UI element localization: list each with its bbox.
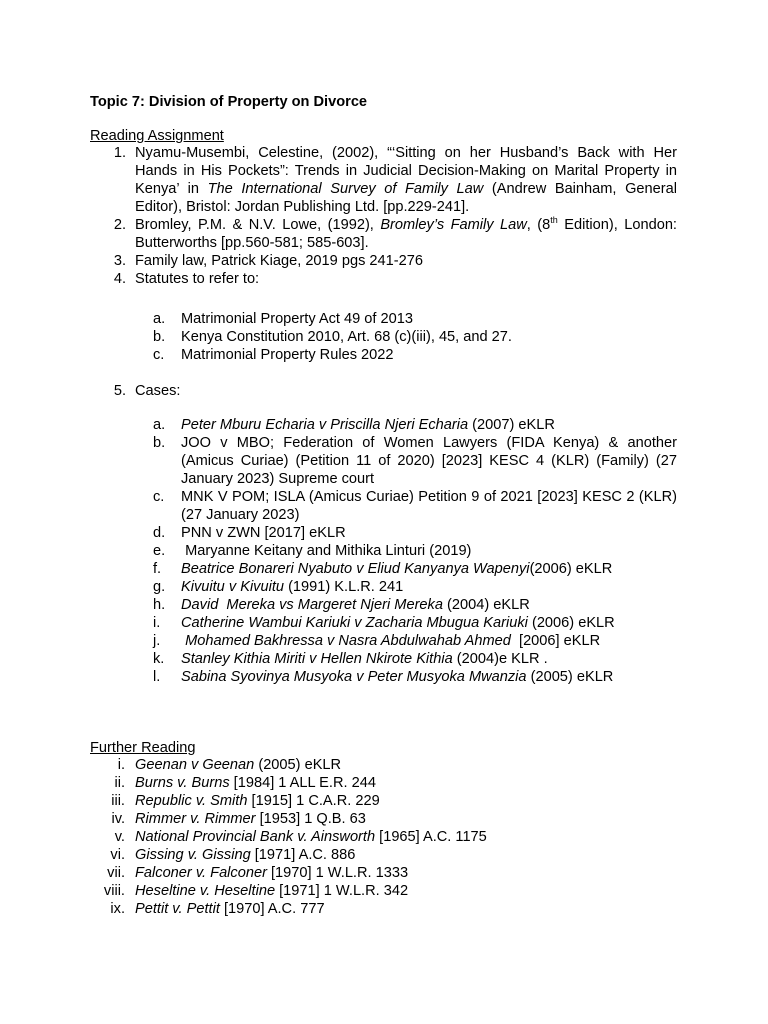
list-item-text — [181, 489, 681, 523]
italic-case-name: Mohamed Bakhressa v Nasra Abdulwahab Ahmed — [181, 633, 511, 649]
text-run: [1984] 1 ALL E.R. 244 — [229, 775, 376, 791]
text-run: [1970] A.C. 777 — [219, 901, 325, 917]
list-item-text — [181, 417, 555, 433]
list-item-text — [181, 561, 612, 577]
further-item — [111, 792, 677, 810]
italic-case-name: Republic v. Smith — [135, 793, 248, 809]
list-marker: viii. — [103, 883, 125, 899]
list-marker: b. — [153, 329, 166, 345]
text-run: Nyamu-Musembi, Celestine, (2002), “‘Sitting on her Husband’s Back with Her Hands in His Pockets”: Trends in Judicial Decision-Making on Marital Property in Kenya’ in — [135, 145, 682, 197]
list-item-text — [181, 669, 613, 685]
text-run: (2007) eKLR — [468, 417, 555, 433]
cases-item — [153, 578, 677, 596]
italic-case-name: Beatrice Bonareri Nyabuto v Eliud Kanyanya Wapenyi — [181, 561, 530, 577]
list-item-text — [135, 793, 380, 809]
list-marker: 2. — [113, 217, 126, 233]
list-item-text — [135, 901, 325, 917]
cases-item — [153, 614, 677, 632]
list-marker: iii. — [111, 793, 125, 809]
text-run: JOO v MBO; Federation of Women Lawyers (FIDA Kenya) & another (Amicus Curiae) (Petition 11 of 2020) [2023] KESC 4 (KLR) (Family) (27 January 2023) Supreme court — [181, 435, 682, 487]
text-run: [1970] 1 W.L.R. 1333 — [266, 865, 409, 881]
reading-item — [113, 215, 682, 252]
list-item-text — [181, 435, 681, 487]
text-run: (2004) eKLR — [442, 597, 530, 613]
text-run: Family law, Patrick Kiage, 2019 pgs 241-276 — [135, 253, 423, 269]
text-run: [1971] 1 W.L.R. 342 — [275, 883, 409, 899]
list-marker: vii. — [107, 865, 125, 881]
text-run: [1915] 1 C.A.R. 229 — [247, 793, 380, 809]
reading-item — [113, 252, 677, 270]
text-run: [1953] 1 Q.B. 63 — [255, 811, 366, 827]
text-run: Edition), London: Butterworths [pp.560-581; 585-603]. — [135, 217, 682, 251]
list-marker: g. — [153, 579, 166, 595]
text-run: [2006] eKLR — [510, 633, 601, 649]
list-marker: 1. — [113, 145, 126, 161]
statutes-item — [153, 310, 677, 328]
list-item-text — [135, 253, 423, 269]
list-marker: vi. — [110, 847, 125, 863]
list-item-text — [135, 217, 681, 251]
text-run: MNK V POM; ISLA (Amicus Curiae) Petition 9 of 2021 [2023] KESC 2 (KLR) (27 January 2023) — [181, 489, 682, 523]
italic-case-name: Pettit v. Pettit — [135, 901, 220, 917]
list-item-text — [135, 829, 487, 845]
text-run: th — [550, 215, 558, 226]
list-marker: 3. — [113, 253, 126, 269]
list-marker: l. — [153, 669, 161, 685]
reading-assignment-heading: Reading Assignment — [90, 128, 224, 144]
italic-case-name: Gissing v. Gissing — [135, 847, 251, 863]
list-item-text — [181, 633, 600, 649]
list-marker: b. — [153, 435, 166, 451]
cases-item-marker: 5. — [113, 383, 126, 399]
further-item — [103, 882, 677, 900]
text-run: (2006) eKLR — [529, 561, 613, 577]
list-item-text — [181, 651, 548, 667]
list-marker: d. — [153, 525, 166, 541]
list-marker: v. — [114, 829, 125, 845]
further-item — [110, 846, 677, 864]
list-item-text — [135, 865, 408, 881]
italic-case-name: Heseltine v. Heseltine — [135, 883, 276, 899]
cases-item — [153, 416, 677, 434]
list-marker: a. — [153, 417, 166, 433]
list-marker: k. — [153, 651, 165, 667]
text-run: (Andrew Bainham, General Editor), Bristol: Jordan Publishing Ltd. [pp.229-241]. — [135, 181, 682, 215]
list-item-text — [181, 597, 530, 613]
cases-item — [153, 524, 677, 542]
list-marker: ix. — [110, 901, 125, 917]
italic-case-name: Stanley Kithia Miriti v Hellen Nkirote Kithia — [181, 651, 453, 667]
list-marker: f. — [153, 561, 162, 577]
text-run: , (8 — [526, 217, 551, 233]
cases-item — [153, 650, 677, 668]
text-run: Kenya Constitution 2010, Art. 68 (c)(iii), 45, and 27. — [181, 329, 512, 345]
italic-case-name: Geenan v Geenan — [135, 757, 255, 773]
text-run: [1965] A.C. 1175 — [375, 829, 487, 845]
further-item — [114, 774, 677, 792]
cases-item — [153, 488, 682, 524]
text-run: (2005) eKLR — [254, 757, 342, 773]
text-run: PNN v ZWN [2017] eKLR — [181, 525, 346, 541]
reading-list — [113, 144, 682, 288]
text-run: (2005) eKLR — [526, 669, 614, 685]
text-run: (1991) K.L.R. 241 — [284, 579, 404, 595]
further-item — [107, 864, 677, 882]
list-marker: i. — [153, 615, 161, 631]
italic-case-name: Peter Mburu Echaria v Priscilla Njeri Echaria — [181, 417, 469, 433]
page-title: Topic 7: Division of Property on Divorce — [90, 94, 368, 110]
list-marker: c. — [153, 489, 165, 505]
further-item — [110, 900, 677, 918]
list-item-text — [135, 847, 355, 863]
text-run: Maryanne Keitany and Mithika Linturi (2019) — [181, 543, 472, 559]
text-run: (2006) eKLR — [527, 615, 615, 631]
list-marker: 4. — [113, 271, 126, 287]
list-item-text — [135, 883, 408, 899]
reading-item — [113, 270, 677, 288]
italic-case-name: Sabina Syovinya Musyoka v Peter Musyoka Mwanzia — [181, 669, 527, 685]
further-item — [117, 756, 677, 774]
text-run: Matrimonial Property Rules 2022 — [181, 347, 394, 363]
italic-case-name: David Mereka vs Margeret Njeri Mereka — [181, 597, 443, 613]
italic-case-name: The International Survey of Family Law — [207, 181, 484, 197]
text-run: (2004)e KLR . — [452, 651, 548, 667]
list-item-text — [181, 329, 512, 345]
text-run: Bromley, P.M. & N.V. Lowe, (1992), — [135, 217, 381, 233]
list-item-text — [181, 615, 615, 631]
italic-case-name: Falconer v. Falconer — [135, 865, 267, 881]
italic-case-name: Burns v. Burns — [135, 775, 230, 791]
further-item — [111, 810, 677, 828]
italic-case-name: Kivuitu v Kivuitu — [181, 579, 285, 595]
reading-item — [113, 144, 682, 216]
list-marker: h. — [153, 597, 166, 613]
cases-item-label: Cases: — [135, 383, 181, 399]
list-marker: ii. — [114, 775, 125, 791]
italic-case-name: Rimmer v. Rimmer — [135, 811, 256, 827]
list-marker: i. — [117, 757, 125, 773]
italic-case-name: Catherine Wambui Kariuki v Zacharia Mbugua Kariuki — [181, 615, 528, 631]
list-marker: iv. — [111, 811, 125, 827]
cases-item — [153, 632, 677, 650]
list-item-text — [135, 811, 366, 827]
list-item-text — [135, 775, 376, 791]
list-marker: e. — [153, 543, 166, 559]
cases-item — [153, 668, 677, 686]
further-reading-heading: Further Reading — [90, 740, 196, 756]
statutes-item — [153, 346, 677, 364]
cases-item — [153, 542, 677, 560]
cases-item — [153, 596, 677, 614]
cases-list — [153, 416, 682, 686]
list-marker: c. — [153, 347, 165, 363]
list-marker: a. — [153, 311, 166, 327]
further-reading-list — [103, 756, 677, 918]
cases-item — [153, 560, 677, 578]
list-item-text — [181, 347, 394, 363]
further-item — [114, 828, 677, 846]
list-item-text — [181, 543, 471, 559]
list-item-text — [135, 271, 259, 287]
list-item-text — [181, 579, 403, 595]
list-item-text — [181, 311, 413, 327]
statutes-item — [153, 328, 677, 346]
list-marker: j. — [153, 633, 161, 649]
statutes-list — [153, 310, 677, 364]
text-run: Matrimonial Property Act 49 of 2013 — [181, 311, 413, 327]
cases-item — [153, 434, 682, 488]
text-run: [1971] A.C. 886 — [250, 847, 356, 863]
list-item-text — [135, 757, 341, 773]
text-run: Statutes to refer to: — [135, 271, 260, 287]
italic-case-name: National Provincial Bank v. Ainsworth — [135, 829, 376, 845]
italic-case-name: Bromley’s Family Law — [380, 217, 527, 233]
list-item-text — [181, 525, 346, 541]
list-item-text — [135, 145, 681, 215]
